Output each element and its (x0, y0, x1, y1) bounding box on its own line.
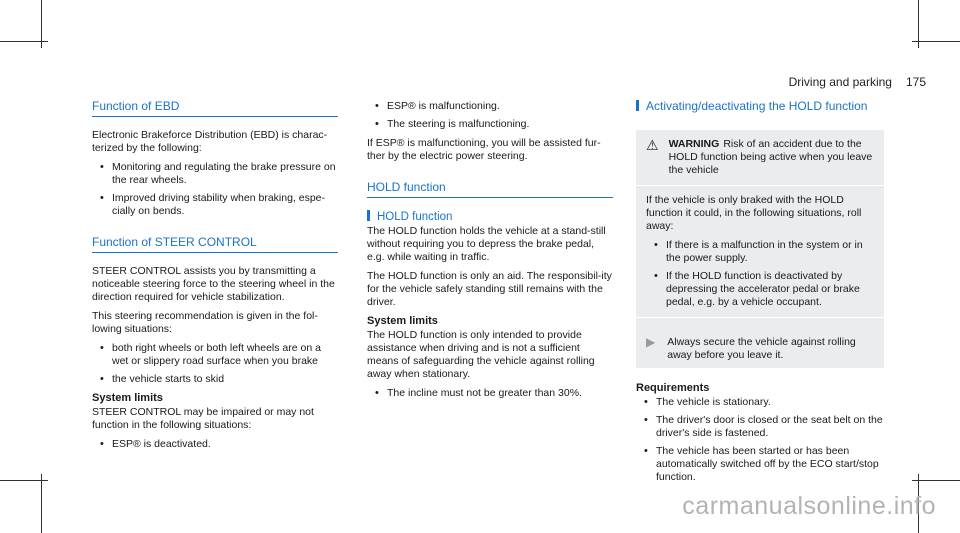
limits-list (92, 438, 338, 451)
watermark: carmanualsonline.info (682, 492, 936, 520)
column-3 (636, 100, 884, 490)
list-item: • the vehicle starts to skid (92, 373, 338, 386)
list-item: • The steering is malfunctioning. (367, 118, 613, 131)
crop-mark (912, 480, 960, 481)
crop-mark (41, 0, 42, 48)
warning-label: WARNING (668, 138, 720, 150)
limits-list (367, 387, 613, 400)
ebd-list (92, 161, 338, 218)
list-item: • both right wheels or both left wheels are on a wet or slippery road surface when you brake (92, 342, 338, 368)
column-1 (92, 100, 338, 457)
list-item: • The incline must not be greater than 30%. (367, 387, 613, 400)
crop-mark (41, 474, 42, 533)
steer-list (92, 342, 338, 386)
esp-list (367, 100, 613, 131)
limits-text: The HOLD function is only intended to provide assistance when driving and is not a sufficient means of safeguarding the vehicle against rolling away when stationary. (367, 329, 595, 380)
limits-text: STEER CONTROL may be impaired or may not function in the following situations: (92, 406, 314, 431)
list-item: • The vehicle is stationary. (636, 396, 884, 409)
list-item: • If the HOLD function is deactivated by depressing the accelerator pedal or brake pedal, e.g. by a vehicle occupant. (646, 270, 874, 309)
warning-text (669, 138, 874, 177)
requirements-list (636, 396, 884, 484)
warning-summary: Risk of an accident due to the HOLD function being active when you leave the vehicle (668, 138, 873, 176)
hold-activation-title: Activating/deactivating the HOLD function (636, 100, 884, 116)
list-item: • If there is a malfunction in the system or in the power supply. (646, 239, 874, 265)
requirements-heading: Requirements (636, 382, 710, 394)
tip (646, 336, 874, 362)
warning-box (636, 130, 884, 368)
list-item: • The vehicle has been started or has been automatically switched off by the ECO start/stop function. (636, 445, 884, 484)
warning (646, 138, 874, 177)
hold-text-2: The HOLD function is only an aid. The responsibil-ity for the vehicle safely standing still remains with the driver. (367, 270, 612, 308)
hold-text: The HOLD function holds the vehicle at a stand-still without requiring you to depress the brake pedal, e.g. while waiting in traffic. (367, 225, 606, 263)
section-name: Driving and parking (788, 75, 892, 89)
list-item: • The driver's door is closed or the seat belt on the driver's side is fastened. (636, 414, 884, 440)
running-header (789, 75, 926, 89)
tip-text: Always secure the vehicle against rolling away before you leave it. (667, 336, 856, 361)
list-item: • Improved driving stability when braking, espe-cially on bends. (92, 192, 338, 218)
limits-heading: System limits (92, 392, 163, 404)
hold-title: HOLD function (367, 181, 613, 198)
ebd-title: Function of EBD (92, 100, 338, 117)
list-item: • Monitoring and regulating the brake pressure on the rear wheels. (92, 161, 338, 187)
play-arrow-icon: ▶ (646, 335, 656, 349)
warning-body: If the vehicle is only braked with the HOLD function it could, in the following situations, roll away: (646, 194, 862, 232)
divider (636, 185, 884, 186)
esp-text: If ESP® is malfunctioning, you will be assisted fur-ther by the electric power steering. (367, 137, 601, 162)
crop-mark (912, 41, 960, 42)
divider (636, 317, 884, 318)
steer-text: STEER CONTROL assists you by transmitting a noticeable steering force to the steering wheel in the direction required for vehicle stabilization. (92, 265, 335, 303)
list-item: • ESP® is malfunctioning. (367, 100, 613, 113)
steer-text-2: This steering recommendation is given in the fol-lowing situations: (92, 310, 318, 335)
warning-triangle-icon: ⚠ (646, 137, 659, 153)
ebd-text: Electronic Brakeforce Distribution (EBD) is charac-terized by the following: (92, 129, 328, 154)
steer-title: Function of STEER CONTROL (92, 236, 338, 253)
page-number: 175 (905, 75, 926, 89)
list-item: • ESP® is deactivated. (92, 438, 338, 451)
crop-mark (918, 0, 919, 48)
limits-heading: System limits (367, 315, 438, 327)
hold-subtitle: HOLD function (367, 210, 613, 224)
column-2 (367, 100, 613, 406)
warning-list (646, 239, 874, 309)
